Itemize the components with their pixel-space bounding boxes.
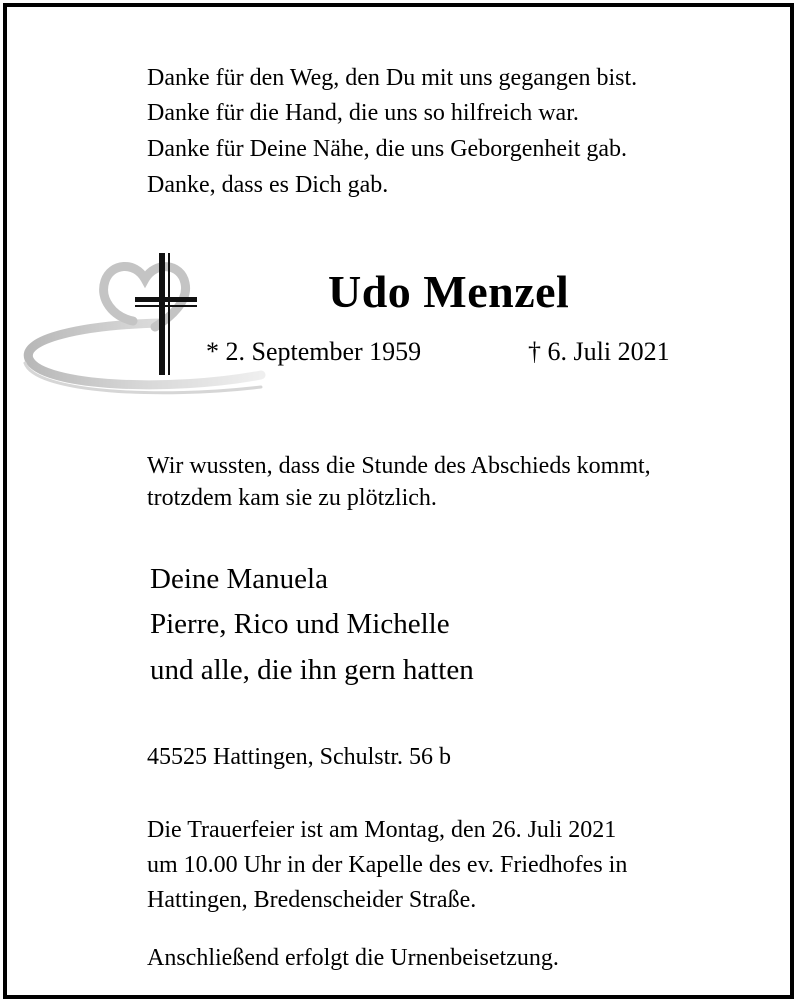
ceremony-line: um 10.00 Uhr in der Kapelle des ev. Friedhofes in (147, 852, 628, 878)
birth-date: * 2. September 1959 (206, 337, 422, 366)
death-date: † 6. Juli 2021 (528, 337, 670, 366)
message-line: Wir wussten, dass die Stunde des Abschieds kommt, (147, 453, 651, 479)
message-line: trotzdem kam sie zu plötzlich. (147, 485, 437, 511)
obituary-notice (3, 3, 794, 999)
family-line: und alle, die ihn gern hatten (150, 654, 474, 686)
ceremony-line: Hattingen, Bredenscheider Straße. (147, 887, 477, 913)
poem-line: Danke für den Weg, den Du mit uns gegangen bist. (147, 65, 638, 91)
poem-line: Danke für Deine Nähe, die uns Geborgenheit gab. (147, 136, 628, 162)
family-line: Pierre, Rico und Michelle (150, 608, 450, 640)
burial-note: Anschließend erfolgt die Urnenbeisetzung. (147, 945, 559, 971)
family-line: Deine Manuela (150, 563, 328, 595)
poem-line: Danke, dass es Dich gab. (147, 172, 389, 198)
ceremony-line: Die Trauerfeier ist am Montag, den 26. Juli 2021 (147, 817, 617, 843)
heart-cross-icon (21, 247, 281, 397)
address: 45525 Hattingen, Schulstr. 56 b (147, 744, 451, 770)
poem-line: Danke für die Hand, die uns so hilfreich war. (147, 100, 579, 126)
deceased-name: Udo Menzel (328, 266, 570, 317)
